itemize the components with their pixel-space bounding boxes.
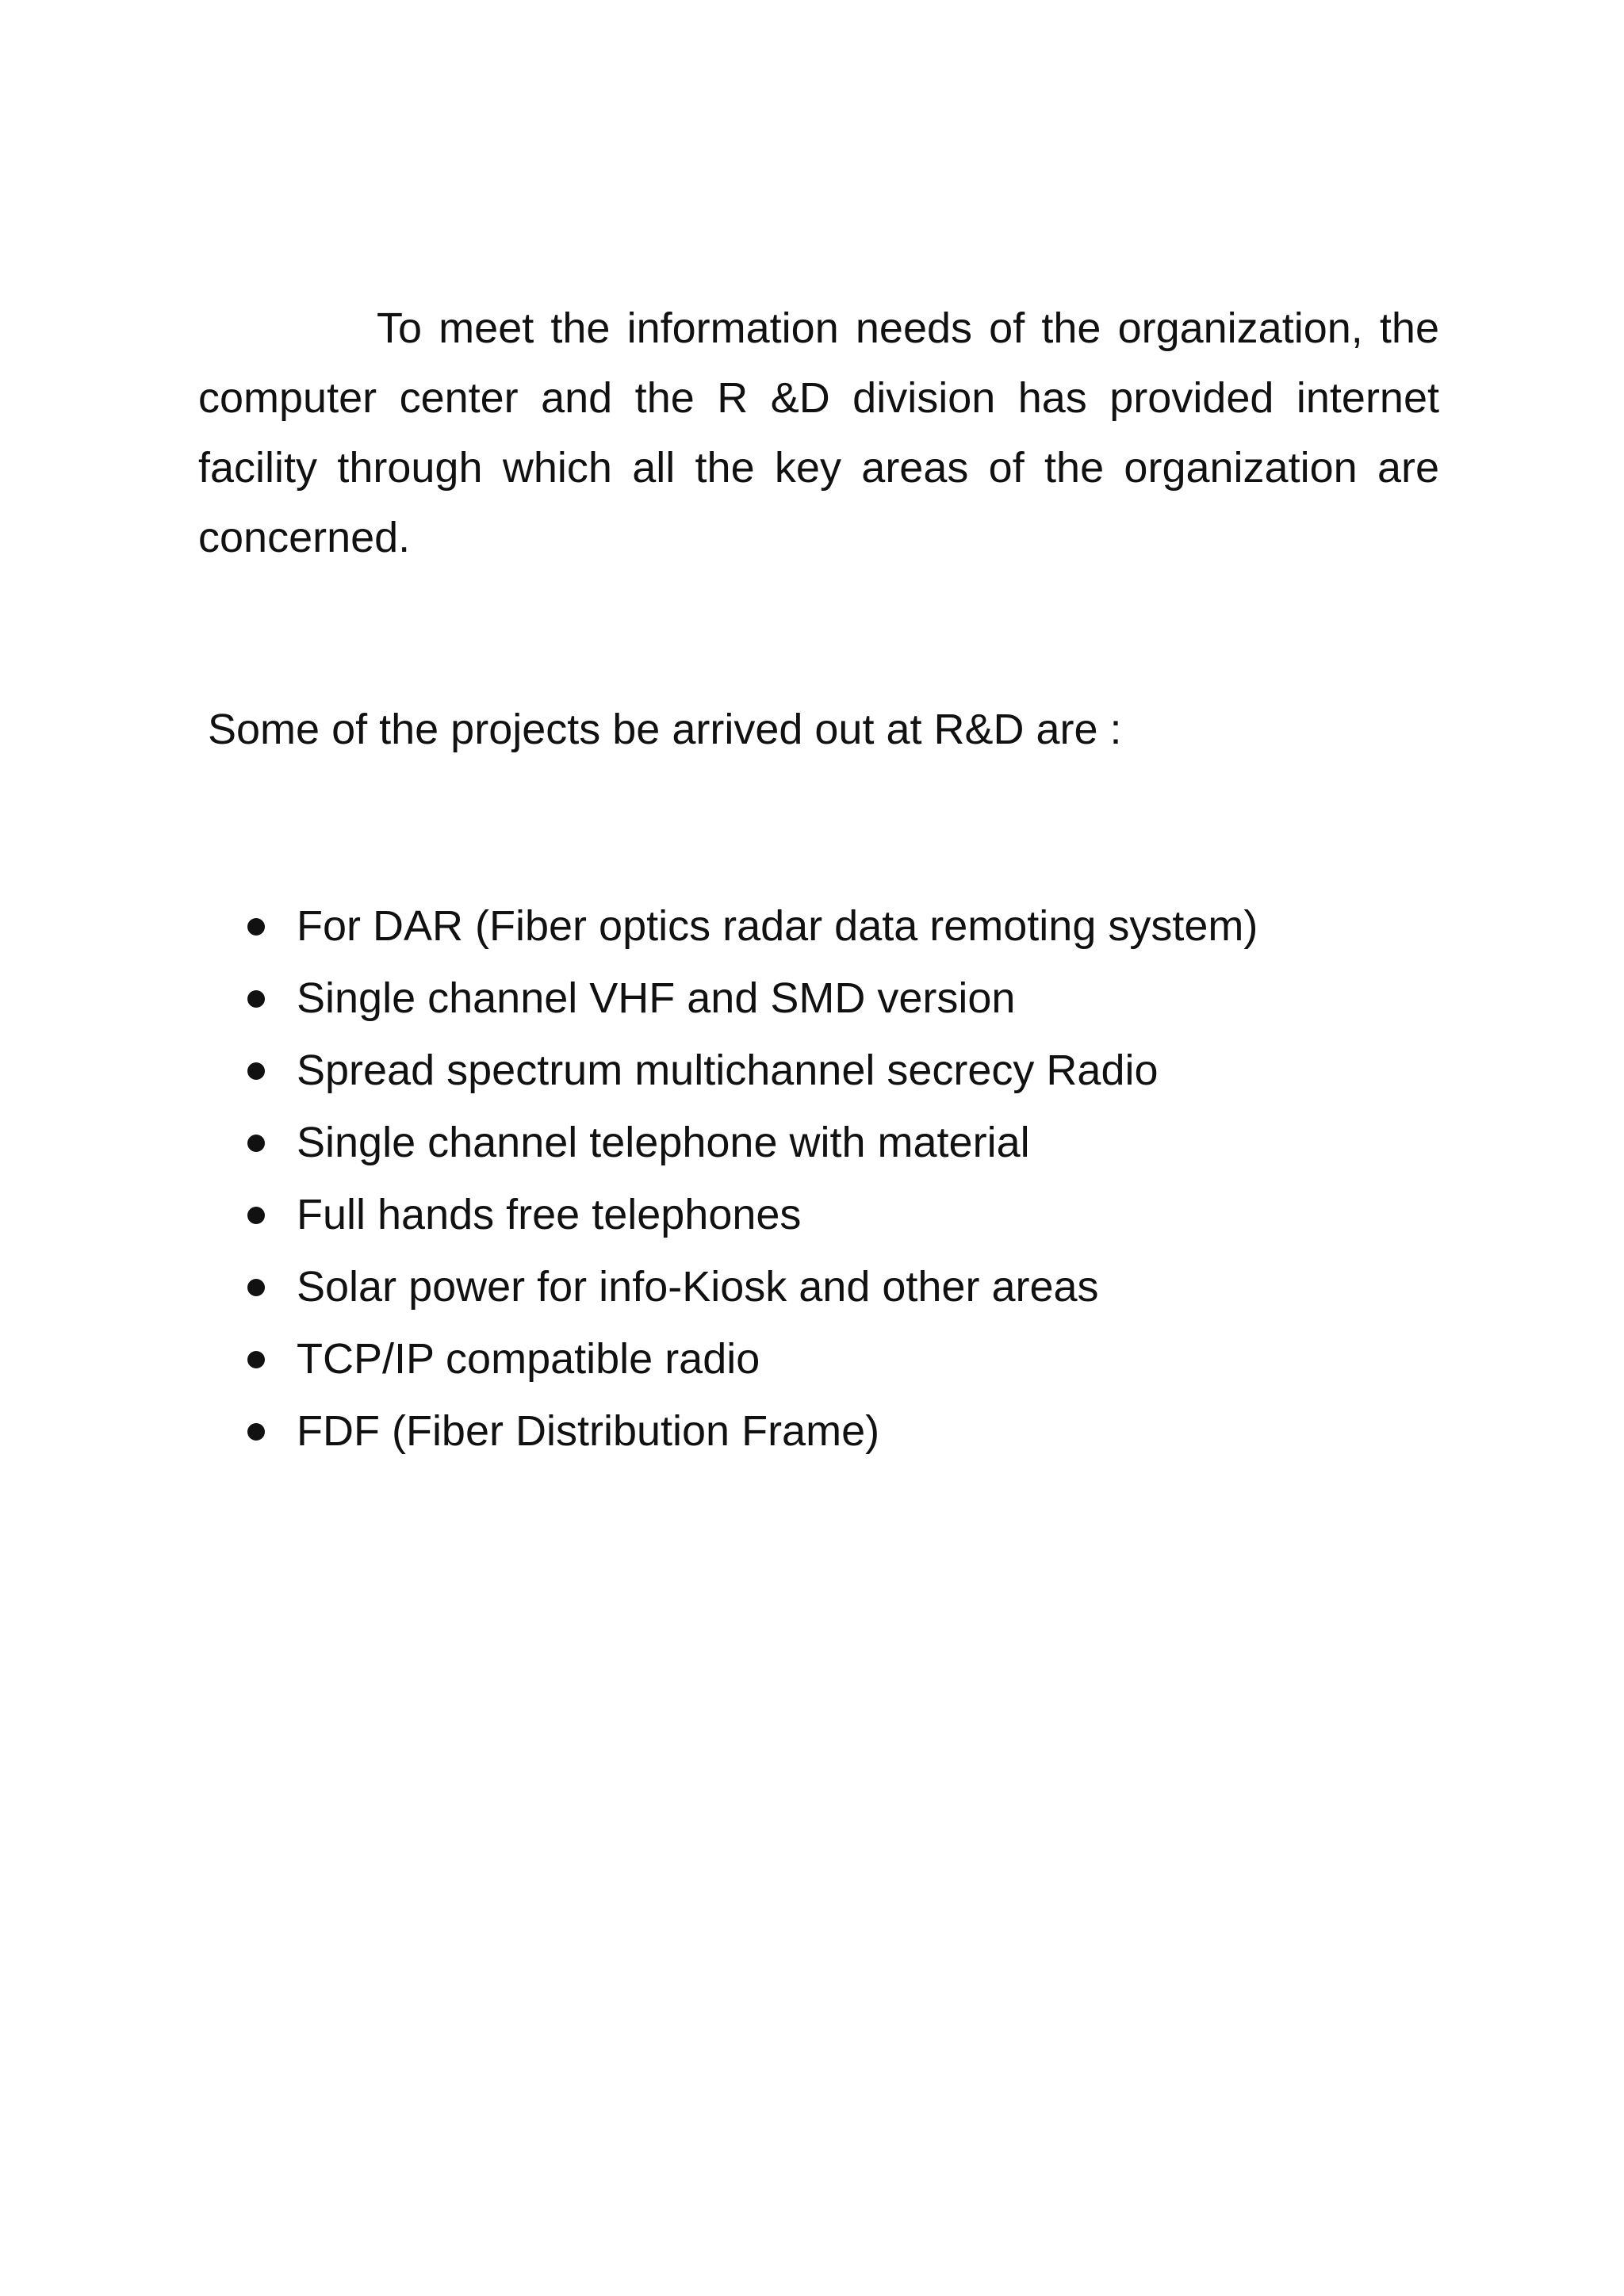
list-item bbox=[247, 1395, 1258, 1468]
list-item bbox=[247, 1251, 1258, 1323]
project-item-label: For DAR (Fiber optics radar data remoting system) bbox=[297, 902, 1258, 950]
bullet-icon bbox=[247, 990, 265, 1008]
project-item-label: Solar power for info-Kiosk and other areas bbox=[297, 1263, 1099, 1311]
bullet-icon bbox=[247, 918, 265, 936]
intro-paragraph: To meet the information needs of the organization, the computer center and the R &D division has provided internet facility through which all the key areas of the organization are concerned. bbox=[198, 304, 1439, 561]
project-item-label: Spread spectrum multichannel secrecy Radio bbox=[297, 1047, 1159, 1094]
project-list bbox=[247, 890, 1258, 1468]
bullet-icon bbox=[247, 1135, 265, 1152]
project-item-label: Single channel telephone with material bbox=[297, 1119, 1030, 1166]
list-item bbox=[247, 890, 1258, 962]
bullet-icon bbox=[247, 1062, 265, 1080]
list-item bbox=[247, 1323, 1258, 1395]
bullet-icon bbox=[247, 1423, 265, 1441]
list-item bbox=[247, 1107, 1258, 1179]
project-item-label: TCP/IP compatible radio bbox=[297, 1335, 760, 1383]
list-item bbox=[247, 1179, 1258, 1251]
projects-heading: Some of the projects be arrived out at R&D are : bbox=[208, 706, 1122, 753]
list-item bbox=[247, 1035, 1258, 1107]
project-item-label: Single channel VHF and SMD version bbox=[297, 974, 1016, 1022]
bullet-icon bbox=[247, 1351, 265, 1368]
bullet-icon bbox=[247, 1279, 265, 1296]
project-item-label: FDF (Fiber Distribution Frame) bbox=[297, 1407, 880, 1455]
project-item-label: Full hands free telephones bbox=[297, 1191, 802, 1238]
bullet-icon bbox=[247, 1207, 265, 1224]
list-item bbox=[247, 962, 1258, 1035]
